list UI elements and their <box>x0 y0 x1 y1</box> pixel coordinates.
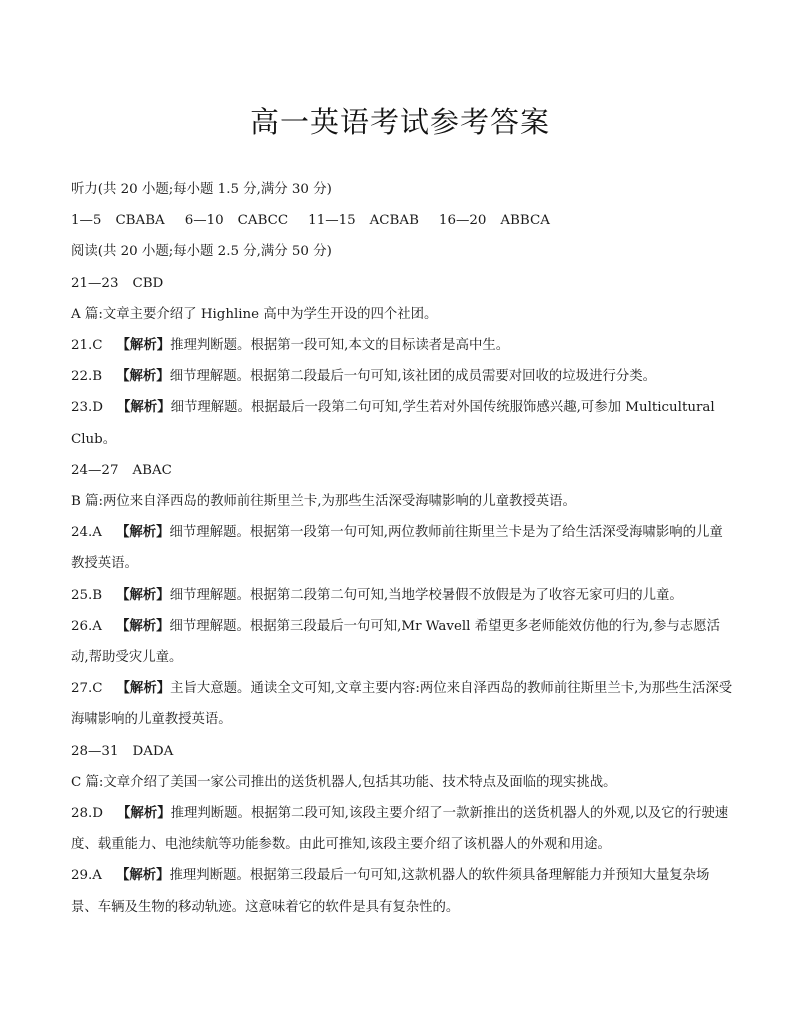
question-explanation: 24.A 【解析】细节理解题。根据第一段第一句可知,两位教师前往斯里兰卡是为了给生活深受海啸影响的儿童教授英语。 <box>71 524 723 572</box>
answer-group: 6—10 CABCC <box>184 213 289 229</box>
section-answers: 28—31 DADA <box>71 743 174 759</box>
reading-header: 阅读(共 20 小题;每小题 2.5 分,满分 50 分) <box>71 244 332 260</box>
question-explanation: 25.B 【解析】细节理解题。根据第二段第二句可知,当地学校暑假不放假是为了收容无家可归的儿童。 <box>71 586 683 603</box>
question-explanation: 22.B 【解析】细节理解题。根据第二段最后一句可知,该社团的成员需要对回收的垃圾进行分类。 <box>71 368 657 385</box>
question-explanation: 27.C 【解析】主旨大意题。通读全文可知,文章主要内容:两位来自泽西岛的教师前往斯里兰卡,为那些生活深受海啸影响的儿童教授英语。 <box>71 680 733 728</box>
answer-group: 11—15 ACBAB <box>308 213 419 229</box>
listening-header: 听力(共 20 小题;每小题 1.5 分,满分 30 分) <box>71 182 332 197</box>
question-explanation: 29.A 【解析】推理判断题。根据第三段最后一句可知,这款机器人的软件须具备理解能力并预知大量复杂场景、车辆及生物的移动轨迹。这意味着它的软件是具有复杂性的。 <box>71 867 710 915</box>
section-answers: 24—27 ABAC <box>71 462 172 478</box>
page-title: 高一英语考试参考答案 <box>249 105 550 139</box>
question-explanation: 23.D 【解析】细节理解题。根据最后一段第二句可知,学生若对外国传统服饰感兴趣,可参加 Multicultural Club。 <box>71 399 715 447</box>
section-summary: B 篇:两位来自泽西岛的教师前往斯里兰卡,为那些生活深受海啸影响的儿童教授英语。 <box>71 494 576 510</box>
answer-group: 16—20 ABBCA <box>438 213 550 229</box>
section-answers: 21—23 CBD <box>71 275 164 291</box>
question-explanation: 26.A 【解析】细节理解题。根据第三段最后一句可知,Mr Wavell 希望更多老师能效仿他的行为,参与志愿活动,帮助受灾儿童。 <box>71 617 720 666</box>
section-summary: A 篇:文章主要介绍了 Highline 高中为学生开设的四个社团。 <box>71 306 438 322</box>
question-explanation: 21.C 【解析】推理判断题。根据第一段可知,本文的目标读者是高中生。 <box>71 337 510 354</box>
listening-answers <box>71 205 736 236</box>
section-summary: C 篇:文章介绍了美国一家公司推出的送货机器人,包括其功能、技术特点及面临的现实挑战。 <box>71 774 617 790</box>
question-explanation: 28.D 【解析】推理判断题。根据第二段可知,该段主要介绍了一款新推出的送货机器人的外观,以及它的行驶速度、载重能力、电池续航等功能参数。由此可推知,该段主要介绍了该机器人的外观和用途。 <box>71 805 729 853</box>
answer-group: 1—5 CBABA <box>71 213 165 229</box>
answer-content <box>71 174 736 923</box>
